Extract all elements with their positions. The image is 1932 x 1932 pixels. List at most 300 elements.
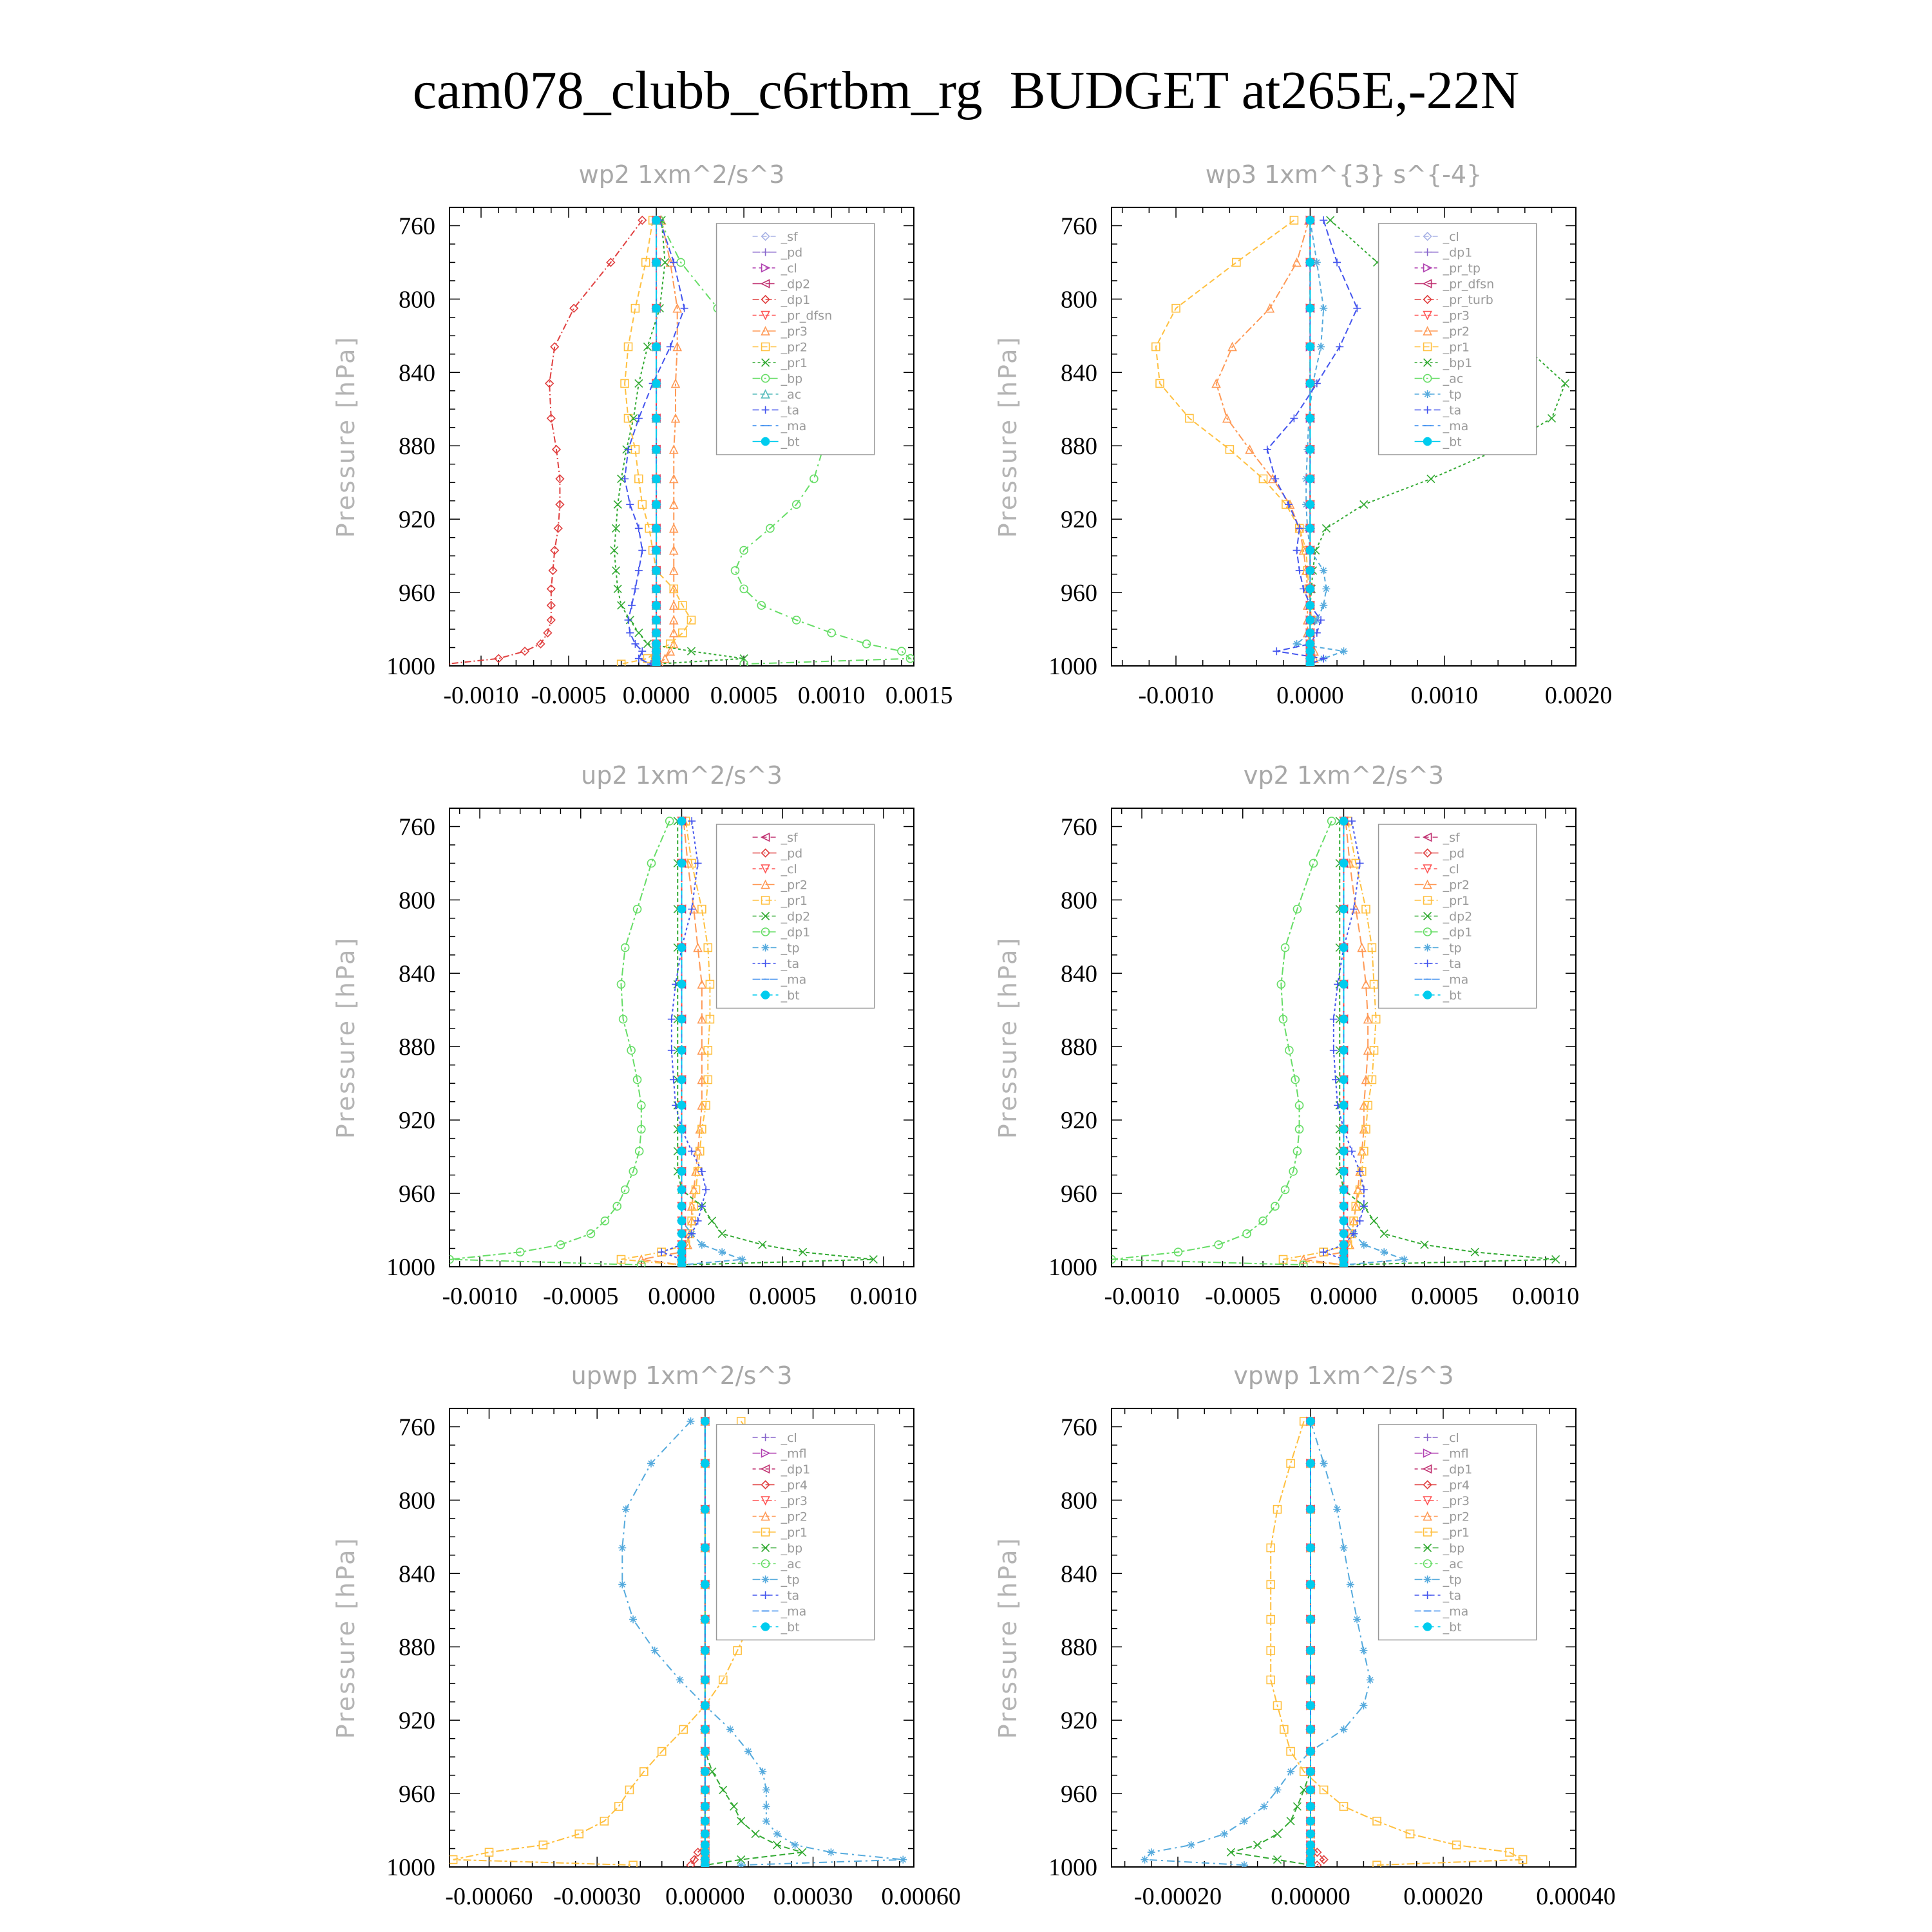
legend-marker [1424,1576,1432,1584]
legend-label: _tp [781,1573,800,1587]
data-point [810,475,818,483]
legend-label: _pr_turb [1443,293,1493,307]
data-point [652,475,660,483]
legend-label: _bp [781,1541,803,1556]
data-point [1307,1647,1314,1654]
series-dp1 [446,817,674,1269]
series-line [661,821,706,1265]
data-point [678,1168,686,1175]
data-point [678,817,686,825]
series-line [446,220,643,664]
series-line [690,1421,705,1865]
data-point [1260,1803,1268,1810]
data-point [1306,415,1314,422]
data-point [652,585,660,592]
data-point [667,343,674,350]
data-point [1340,943,1348,951]
legend-marker [1424,1623,1432,1631]
legend-label: _dp1 [1443,245,1473,260]
data-point [631,585,639,592]
data-point [1271,1202,1279,1210]
data-point [1360,500,1368,508]
data-point [752,1830,759,1838]
data-point [1340,1125,1348,1133]
data-point [1360,1241,1368,1249]
legend-marker [762,944,770,952]
data-point [1340,1248,1348,1256]
data-point [629,1616,637,1624]
y-tick-label: 760 [399,213,435,240]
data-point [1367,1676,1374,1684]
x-tick-label: -0.00030 [553,1883,641,1910]
panel-title: wp2 1xm^2/s^3 [578,160,785,189]
y-tick-label: 760 [1061,813,1097,841]
data-point [762,1786,770,1794]
y-tick-label: 760 [399,1414,435,1441]
legend-label: _sf [1443,831,1460,845]
data-point [1273,647,1280,655]
data-point [1293,258,1301,266]
data-point [1306,647,1314,655]
legend-label: _bp [781,372,803,386]
data-point [681,305,688,312]
data-point [626,500,634,508]
x-tick-label: -0.0005 [1205,1283,1281,1310]
data-point [1307,1817,1314,1825]
series-pr3 [656,216,681,668]
data-point [635,379,643,387]
data-point [701,1544,709,1551]
data-point [1296,567,1303,574]
legend-label: _mfl [1443,1446,1469,1461]
data-point [1327,216,1334,224]
data-point [1220,1830,1228,1838]
legend-label: _pr1 [781,356,808,370]
legend-label: _pr2 [781,1510,808,1524]
data-point [652,660,660,668]
data-point [678,1016,686,1023]
legend-label: _pr4 [1443,1478,1470,1493]
data-point [1340,1725,1348,1733]
panel-title: vpwp 1xm^2/s^3 [1233,1361,1454,1390]
data-point [442,660,450,668]
series-pr1 [1152,216,1316,668]
data-point [1306,567,1314,574]
y-tick-label: 800 [399,286,435,314]
data-point [652,647,660,655]
x-tick-label: 0.0020 [1544,682,1613,709]
data-point [701,1580,709,1588]
legend-label: _dp1 [781,293,811,307]
legend-label: _dp2 [1443,909,1473,924]
data-point [1333,1506,1341,1513]
legend [1379,223,1537,455]
data-point [1274,1830,1282,1838]
y-tick-label: 1000 [1048,1254,1097,1281]
data-point [1227,1848,1235,1856]
data-point [1306,629,1314,637]
data-point [1320,601,1327,609]
data-point [678,1148,686,1155]
legend-marker [1424,991,1432,999]
data-point [678,905,686,913]
data-point [1287,1768,1294,1776]
data-point [701,1830,709,1838]
data-point [652,343,660,350]
legend-marker [1424,944,1432,952]
data-point [1307,1861,1314,1869]
y-tick-label: 880 [1061,1034,1097,1061]
series-line [1311,1421,1324,1865]
data-point [1306,585,1314,592]
legend-label: _pr1 [1443,894,1470,908]
legend-label: _bt [781,435,800,450]
data-point [719,1786,727,1794]
legend-label: _pr1 [1443,1526,1470,1540]
data-point [612,567,620,574]
data-point [1320,567,1327,574]
data-point [739,1256,746,1264]
x-tick-label: 0.0010 [849,1283,918,1310]
data-point [701,1459,709,1467]
legend-label: _ma [781,972,807,987]
series-line [450,821,670,1265]
data-point [701,1506,709,1513]
x-tick-label: 0.0010 [1410,682,1479,709]
data-point [1340,1101,1348,1109]
series-line [659,220,677,664]
data-point [762,1817,770,1825]
legend-label: _cl [781,862,797,876]
data-point [1287,1459,1294,1467]
data-point [1240,1861,1248,1869]
data-point [670,1076,677,1084]
legend-label: _ac [781,388,802,402]
x-tick-label: -0.0005 [543,1283,619,1310]
data-point [1401,1256,1408,1264]
data-point [1306,446,1314,453]
data-point [744,1748,752,1756]
data-point [652,524,660,532]
data-point [652,567,660,574]
data-point [731,567,739,574]
legend-label: _mfl [781,1446,807,1461]
data-point [1307,1748,1314,1756]
panel-up2 [332,761,917,1310]
legend-label: _ma [781,1604,807,1619]
panel-vpwp [994,1361,1616,1910]
data-point [678,1186,686,1193]
legend-label: _ac [1443,1557,1464,1571]
data-point [1340,1016,1348,1023]
series-line [625,220,685,664]
legend-label: _ta [1443,1589,1462,1603]
data-point [1340,980,1348,988]
y-tick-label: 800 [1061,286,1097,314]
data-point [701,1647,709,1654]
legend-label: _pr1 [781,894,808,908]
data-point [1332,1076,1340,1084]
y-tick-label: 960 [1061,580,1097,607]
data-point [1264,446,1271,453]
legend-label: _bt [781,989,800,1003]
data-point [1307,1506,1314,1513]
data-point [718,1248,726,1256]
x-tick-label: 0.0010 [797,682,866,709]
y-tick-label: 920 [1061,1707,1097,1735]
legend-label: _bt [1443,435,1462,450]
data-point [701,1701,709,1709]
legend-label: _pr3 [781,1494,808,1508]
data-point [701,1803,709,1810]
data-point [1306,258,1314,266]
legend-label: _pd [781,846,803,861]
data-point [628,601,636,609]
data-point [652,446,660,453]
data-point [1293,1803,1301,1810]
data-point [1307,1725,1314,1733]
y-tick-label: 1000 [386,1854,435,1881]
data-point [678,1248,686,1256]
y-tick-label: 920 [1061,1107,1097,1135]
data-point [1306,343,1314,350]
data-point [622,1506,630,1513]
data-point [678,859,686,867]
data-point [1306,379,1314,387]
legend-marker [762,438,770,446]
data-point [1307,1701,1314,1709]
y-axis-label: Pressure [hPa] [332,335,360,538]
y-tick-label: 800 [1061,887,1097,914]
legend-label: _tp [1443,941,1462,956]
data-point [1340,1230,1348,1238]
series-ta [1264,216,1361,668]
data-point [1353,305,1361,312]
data-point [1548,415,1555,422]
series-pr2 [1213,216,1318,668]
legend-label: _ta [1443,957,1462,971]
data-point [701,1841,709,1849]
data-point [652,500,660,508]
legend [717,1425,875,1640]
data-point [899,1856,907,1864]
legend-label: _pr2 [1443,1510,1470,1524]
legend-label: _bt [1443,1620,1462,1634]
legend-label: _pr3 [1443,1494,1470,1508]
data-point [647,859,655,867]
legend-label: _dp1 [781,925,811,940]
series-ta [621,216,688,668]
series-line [621,821,710,1265]
panel-wp3 [994,160,1612,709]
data-point [678,1261,686,1269]
x-tick-label: -0.0005 [531,682,607,709]
legend-label: _tp [1443,1573,1462,1587]
legend-label: _pr_tp [1443,261,1481,276]
data-point [661,258,669,266]
data-point [1359,1647,1367,1654]
data-point [1340,1046,1348,1054]
data-point [718,1230,726,1238]
legend-label: _bt [1443,989,1462,1003]
data-point [1307,1580,1314,1588]
x-tick-label: 0.0000 [622,682,690,709]
y-tick-label: 880 [399,433,435,460]
legend-label: _pr2 [781,878,808,893]
data-point [1380,1248,1388,1256]
data-point [1320,216,1327,224]
x-tick-label: 0.00000 [665,1883,745,1910]
data-point [1307,1417,1314,1425]
data-point [1282,1186,1289,1193]
legend-label: _sf [781,831,798,845]
data-point [651,1647,659,1654]
legend-label: _pr2 [1443,878,1470,893]
data-point [1141,1856,1149,1864]
x-tick-label: 0.0000 [648,1283,715,1310]
data-point [1353,1616,1361,1624]
data-point [1320,305,1327,312]
x-tick-label: -0.0010 [1104,1283,1180,1310]
data-point [1340,1076,1348,1084]
data-point [1309,859,1317,867]
y-tick-label: 840 [1061,1560,1097,1588]
legend-label: _ta [781,403,800,418]
legend-label: _pr1 [1443,340,1470,355]
y-tick-label: 960 [1061,1180,1097,1208]
data-point [701,1725,709,1733]
series-bp [1227,1417,1314,1869]
panel-wp2 [332,160,952,709]
data-point [1306,524,1314,532]
x-tick-label: -0.00060 [445,1883,533,1910]
data-point [1306,660,1314,668]
data-point [1356,859,1364,867]
series-pr1 [617,817,714,1269]
data-point [701,1861,709,1869]
data-point [621,475,629,483]
data-point [611,547,618,554]
legend-label: _ac [781,1557,802,1571]
data-point [1296,524,1303,532]
data-point [1293,547,1301,554]
data-point [1307,1803,1314,1810]
data-point [1306,616,1314,624]
legend-label: _dp1 [1443,1463,1473,1477]
x-tick-label: 0.0000 [1276,682,1344,709]
data-point [625,616,632,624]
data-point [701,1417,709,1425]
series-line [1112,821,1332,1265]
data-point [701,1768,709,1776]
legend-label: _dp2 [781,277,811,292]
x-tick-label: 0.0005 [1410,1283,1479,1310]
y-tick-label: 840 [1061,359,1097,387]
legend-label: _pr2 [1443,325,1470,339]
data-point [613,1202,621,1210]
y-tick-label: 800 [399,887,435,914]
y-tick-label: 1000 [386,1254,435,1281]
y-tick-label: 1000 [1048,1854,1097,1881]
data-point [678,980,686,988]
data-point [701,1748,709,1756]
legend [717,824,875,1009]
legend [1379,824,1537,1009]
legend-label: _pr4 [781,1478,808,1493]
data-point [678,943,686,951]
data-point [678,1230,686,1238]
data-point [701,1676,709,1684]
data-point [647,1459,655,1467]
data-point [676,1676,684,1684]
legend-label: _dp1 [781,1463,811,1477]
data-point [614,500,621,508]
y-tick-label: 800 [399,1487,435,1515]
y-tick-label: 960 [399,1180,435,1208]
data-point [652,640,660,648]
x-tick-label: 0.00020 [1403,1883,1483,1910]
data-point [1287,1817,1294,1825]
y-tick-label: 840 [399,960,435,988]
data-point [1359,1701,1367,1709]
data-point [1380,1230,1388,1238]
data-point [678,1202,686,1210]
data-point [652,258,660,266]
data-point [1307,1676,1314,1684]
data-point [1340,1186,1348,1193]
data-point [1340,1168,1348,1175]
data-point [1307,1544,1314,1551]
data-point [1320,1459,1328,1467]
data-point [1340,1261,1348,1269]
data-point [698,1241,706,1249]
y-tick-label: 840 [399,1560,435,1588]
data-point [1317,343,1325,350]
legend-label: _cl [1443,862,1459,876]
data-point [1561,379,1569,387]
data-point [737,1861,745,1869]
legend-marker [762,1576,770,1584]
data-point [1340,905,1348,913]
series-line [1267,220,1358,664]
data-point [626,629,634,637]
data-point [1322,585,1330,592]
data-point [635,629,643,637]
data-point [1307,1786,1314,1794]
legend-label: _ta [781,957,800,971]
data-point [1274,1786,1282,1794]
data-point [638,500,646,508]
data-point [762,1803,770,1810]
legend-label: _ma [1443,1604,1469,1619]
data-point [678,1101,686,1109]
series-line [1156,220,1312,664]
series-pr4 [1307,1417,1328,1869]
legend-label: _cl [781,1431,797,1445]
data-point [1340,1148,1348,1155]
data-point [737,1817,745,1825]
legend-label: _pr3 [1443,308,1470,323]
data-point [1307,1616,1314,1624]
y-tick-label: 800 [1061,1487,1097,1515]
series-line [1283,821,1376,1265]
x-tick-label: -0.0010 [1138,682,1214,709]
x-tick-label: 0.0010 [1511,1283,1580,1310]
y-tick-label: 920 [399,1707,435,1735]
legend-label: _ma [1443,419,1469,433]
y-axis-label: Pressure [hPa] [994,936,1022,1139]
data-point [701,1616,709,1624]
